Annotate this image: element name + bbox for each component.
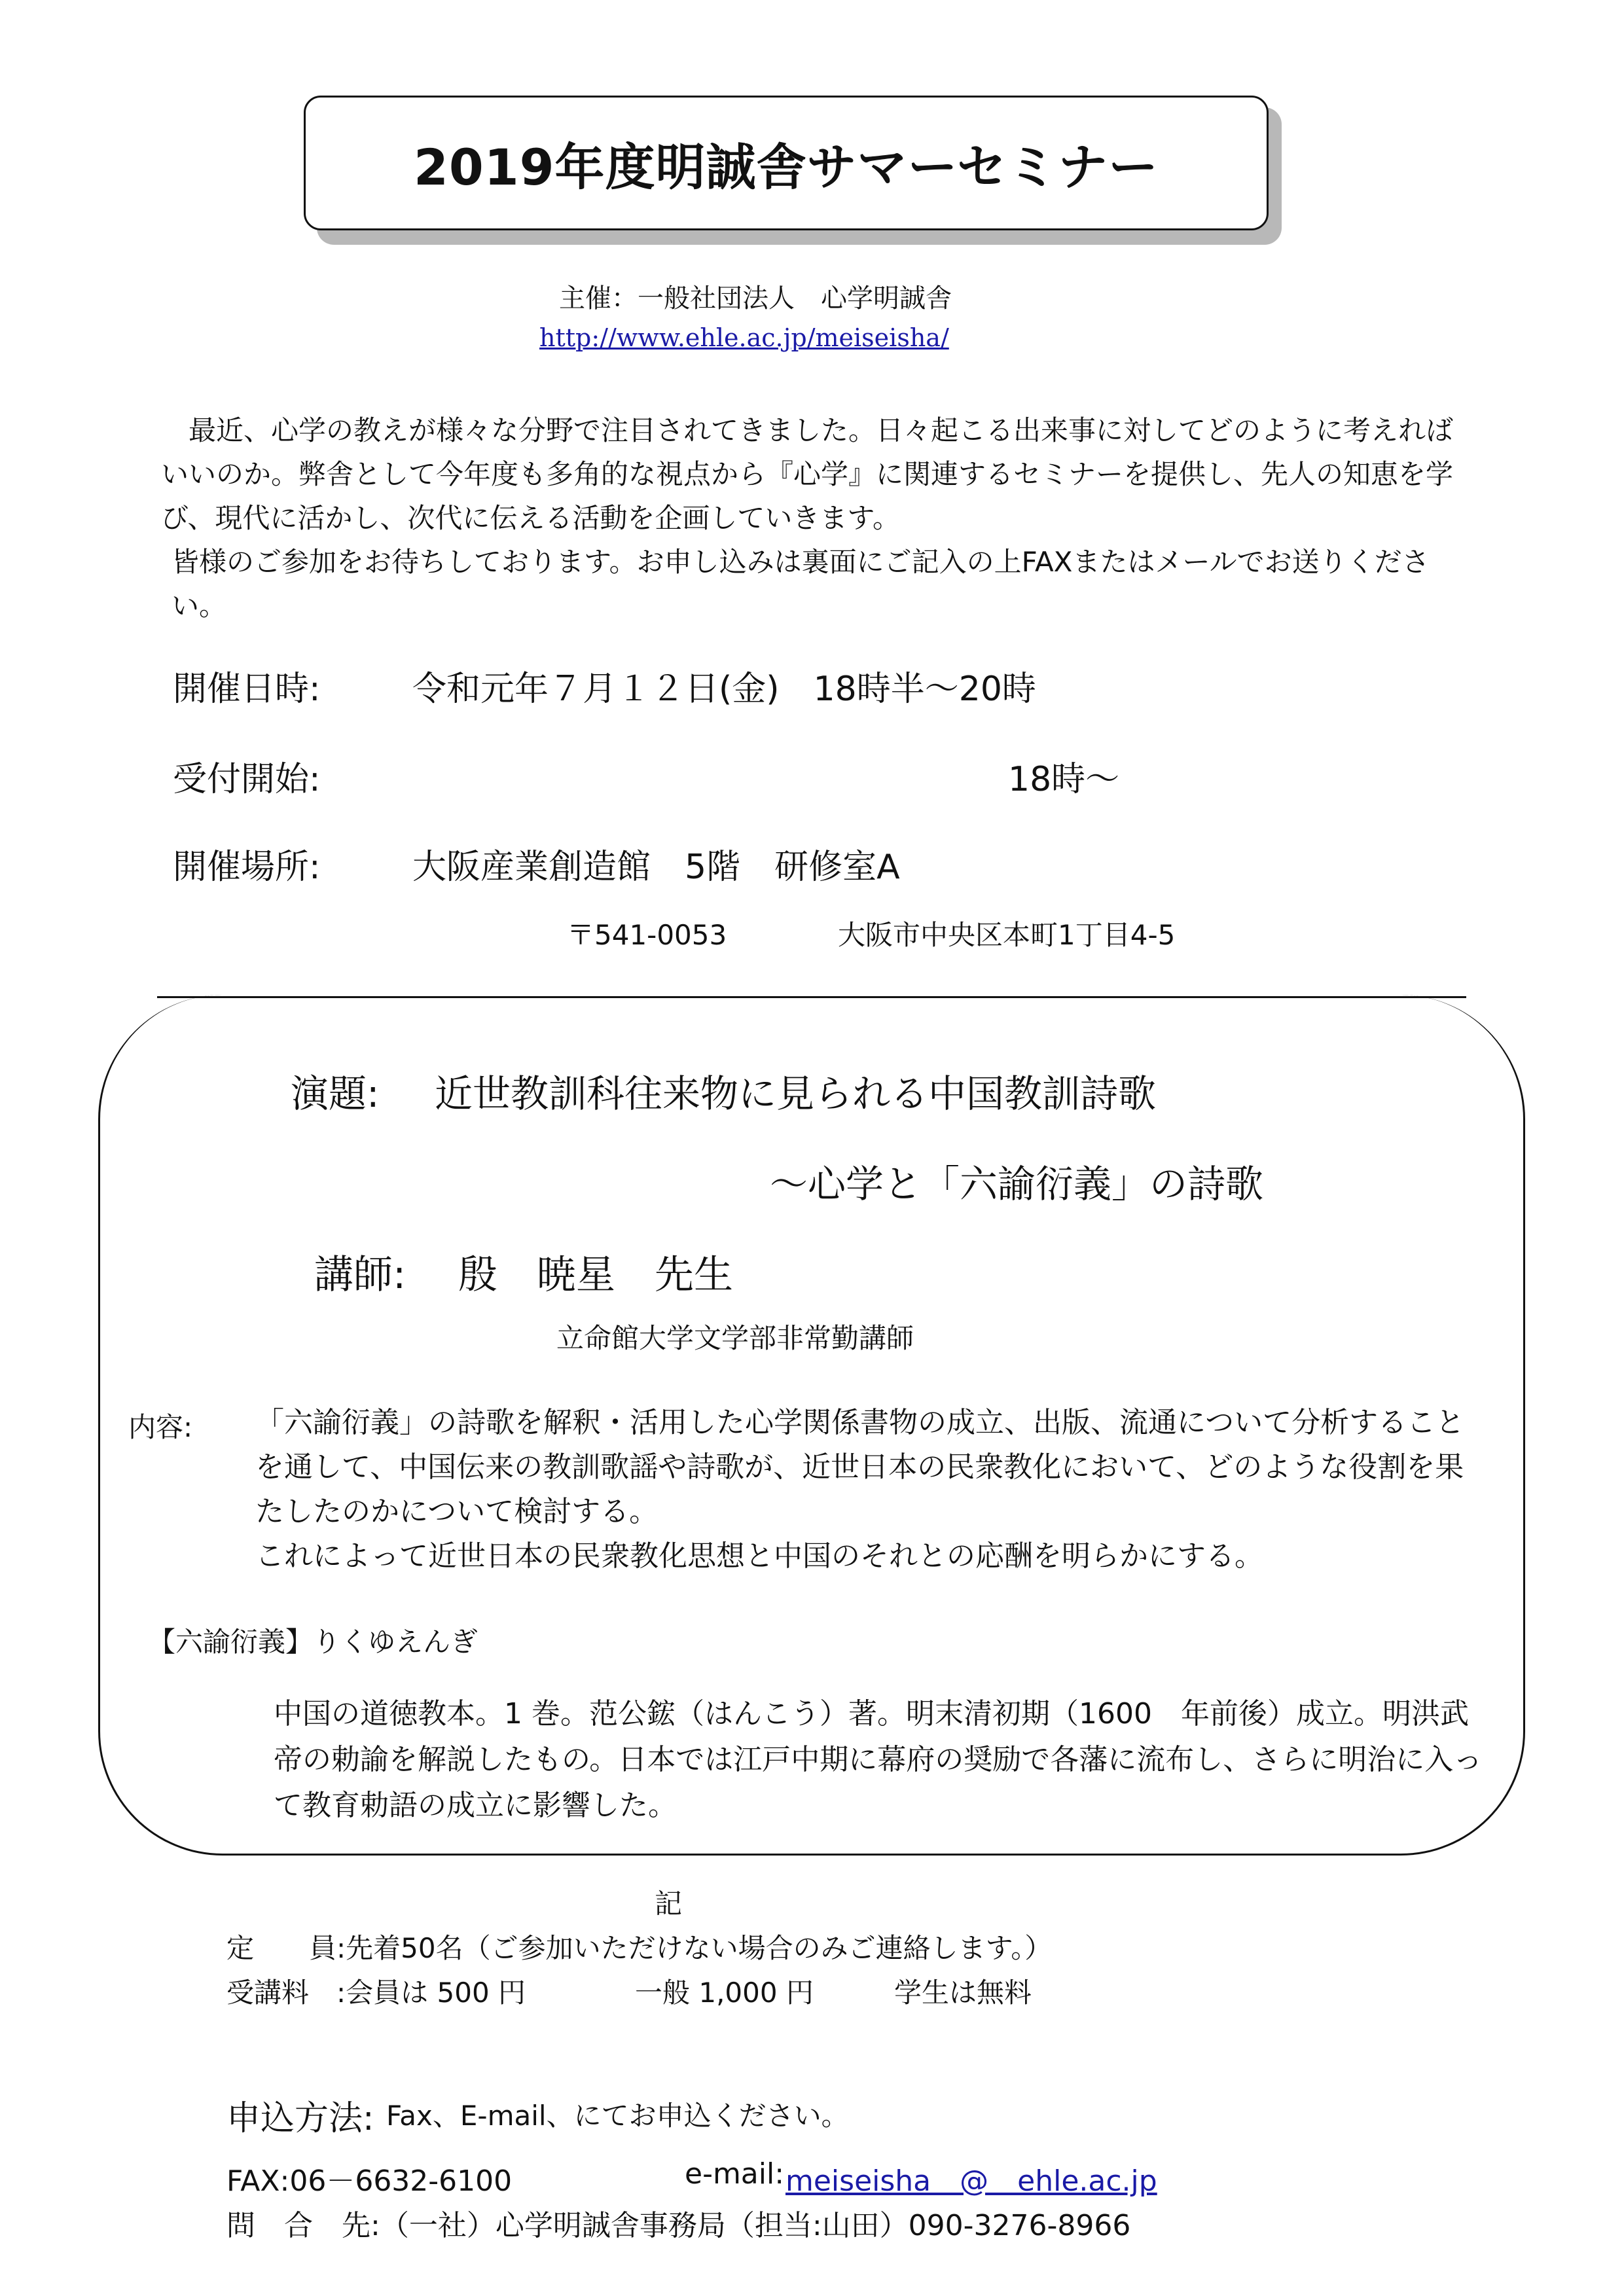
lecturer-affiliation: 立命館大学文学部非常勤講師: [556, 1322, 914, 1354]
contact-info: 問 合 先:（一社）心学明誠舎事務局（担当:山田）090-3276-8966: [226, 2209, 1131, 2242]
postal-code: 〒541-0053: [567, 919, 727, 951]
content-paragraph: これによって近世日本の民衆教化思想と中国のそれとの応酬を明らかにする。: [255, 1539, 1263, 1573]
ki-mark: 記: [655, 1888, 683, 1920]
intro-paragraph: 皆様のご参加をお待ちしております。お申し込みは裏面にご記入の上FAXまたはメールでお送りください。: [171, 546, 1430, 622]
topic-sub: ～心学と「六諭衍義」の詩歌: [770, 1162, 1264, 1206]
page-title: 2019年度明誠舎サマーセミナー: [413, 137, 1159, 196]
fee-member: 受講料 :会員は 500 円: [226, 1977, 526, 2009]
venue-label: 開催場所:: [173, 848, 321, 887]
website-link[interactable]: http://www.ehle.ac.jp/meiseisha/: [539, 323, 949, 352]
address: 大阪市中央区本町1丁目4-5: [838, 919, 1176, 951]
note-heading: 【六諭衍義】りくゆえんぎ: [148, 1626, 478, 1658]
topic-label: 演題:: [291, 1071, 380, 1116]
title-box: [304, 96, 1269, 230]
note-body: 中国の道徳教本。1 巻。范公鋐（はんこう）著。明末清初期（1600 年前後）成立。明洪武帝の勅諭を解説したもの。日本では江戸中期に幕府の奨励で各藩に流布し、さらに明治に入って教育勅語の成立に影響した。: [274, 1697, 1483, 1822]
email-label: e-mail:: [685, 2157, 785, 2191]
content-label: 内容:: [128, 1411, 193, 1443]
date-value: 令和元年７月１２日(金) 18時半～20時: [412, 670, 1036, 709]
content-paragraph: 「六諭衍義」の詩歌を解釈・活用した心学関係書物の成立、出版、流通について分析することを通して、中国伝来の教訓歌謡や詩歌が、近世日本の民衆教化において、どのような役割を果たしたのかについて検討する。: [255, 1406, 1465, 1528]
topic-main: 近世教訓科往来物に見られる中国教訓詩歌: [435, 1071, 1157, 1116]
date-label: 開催日時:: [173, 670, 321, 709]
intro: [161, 408, 1470, 628]
application-label: 申込方法:: [226, 2099, 374, 2138]
venue-value: 大阪産業創造館 5階 研修室A: [412, 848, 900, 887]
fee-student: 学生は無料: [894, 1977, 1032, 2009]
fax-number: FAX:06－6632-6100: [226, 2164, 513, 2198]
capacity: 定 員:先着50名（ご参加いただけない場合のみご連絡します。）: [226, 1932, 1053, 1964]
fee-general: 一般 1,000 円: [635, 1977, 814, 2009]
lecturer-label: 講師:: [314, 1252, 406, 1298]
email-link[interactable]: meiseisha @ ehle.ac.jp: [785, 2164, 1157, 2198]
organizer: 主催：一般社団法人 心学明誠舎: [559, 283, 952, 314]
content: [255, 1401, 1486, 1579]
reception-label: 受付開始:: [173, 760, 321, 799]
reception-value: 18時～: [1008, 760, 1120, 799]
application-text: Fax、E-mail、にてお申込ください。: [386, 2100, 849, 2132]
intro-paragraph: 最近、心学の教えが様々な分野で注目されてきました。日々起こる出来事に対してどのように考えればいいのか。弊舎として今年度も多角的な視点から『心学』に関連するセミナーを提供し、先人の知恵を学び、現代に活かし、次代に伝える活動を企画していきます。: [161, 414, 1454, 534]
lecturer-name: 殷 暁星 先生: [458, 1252, 733, 1298]
